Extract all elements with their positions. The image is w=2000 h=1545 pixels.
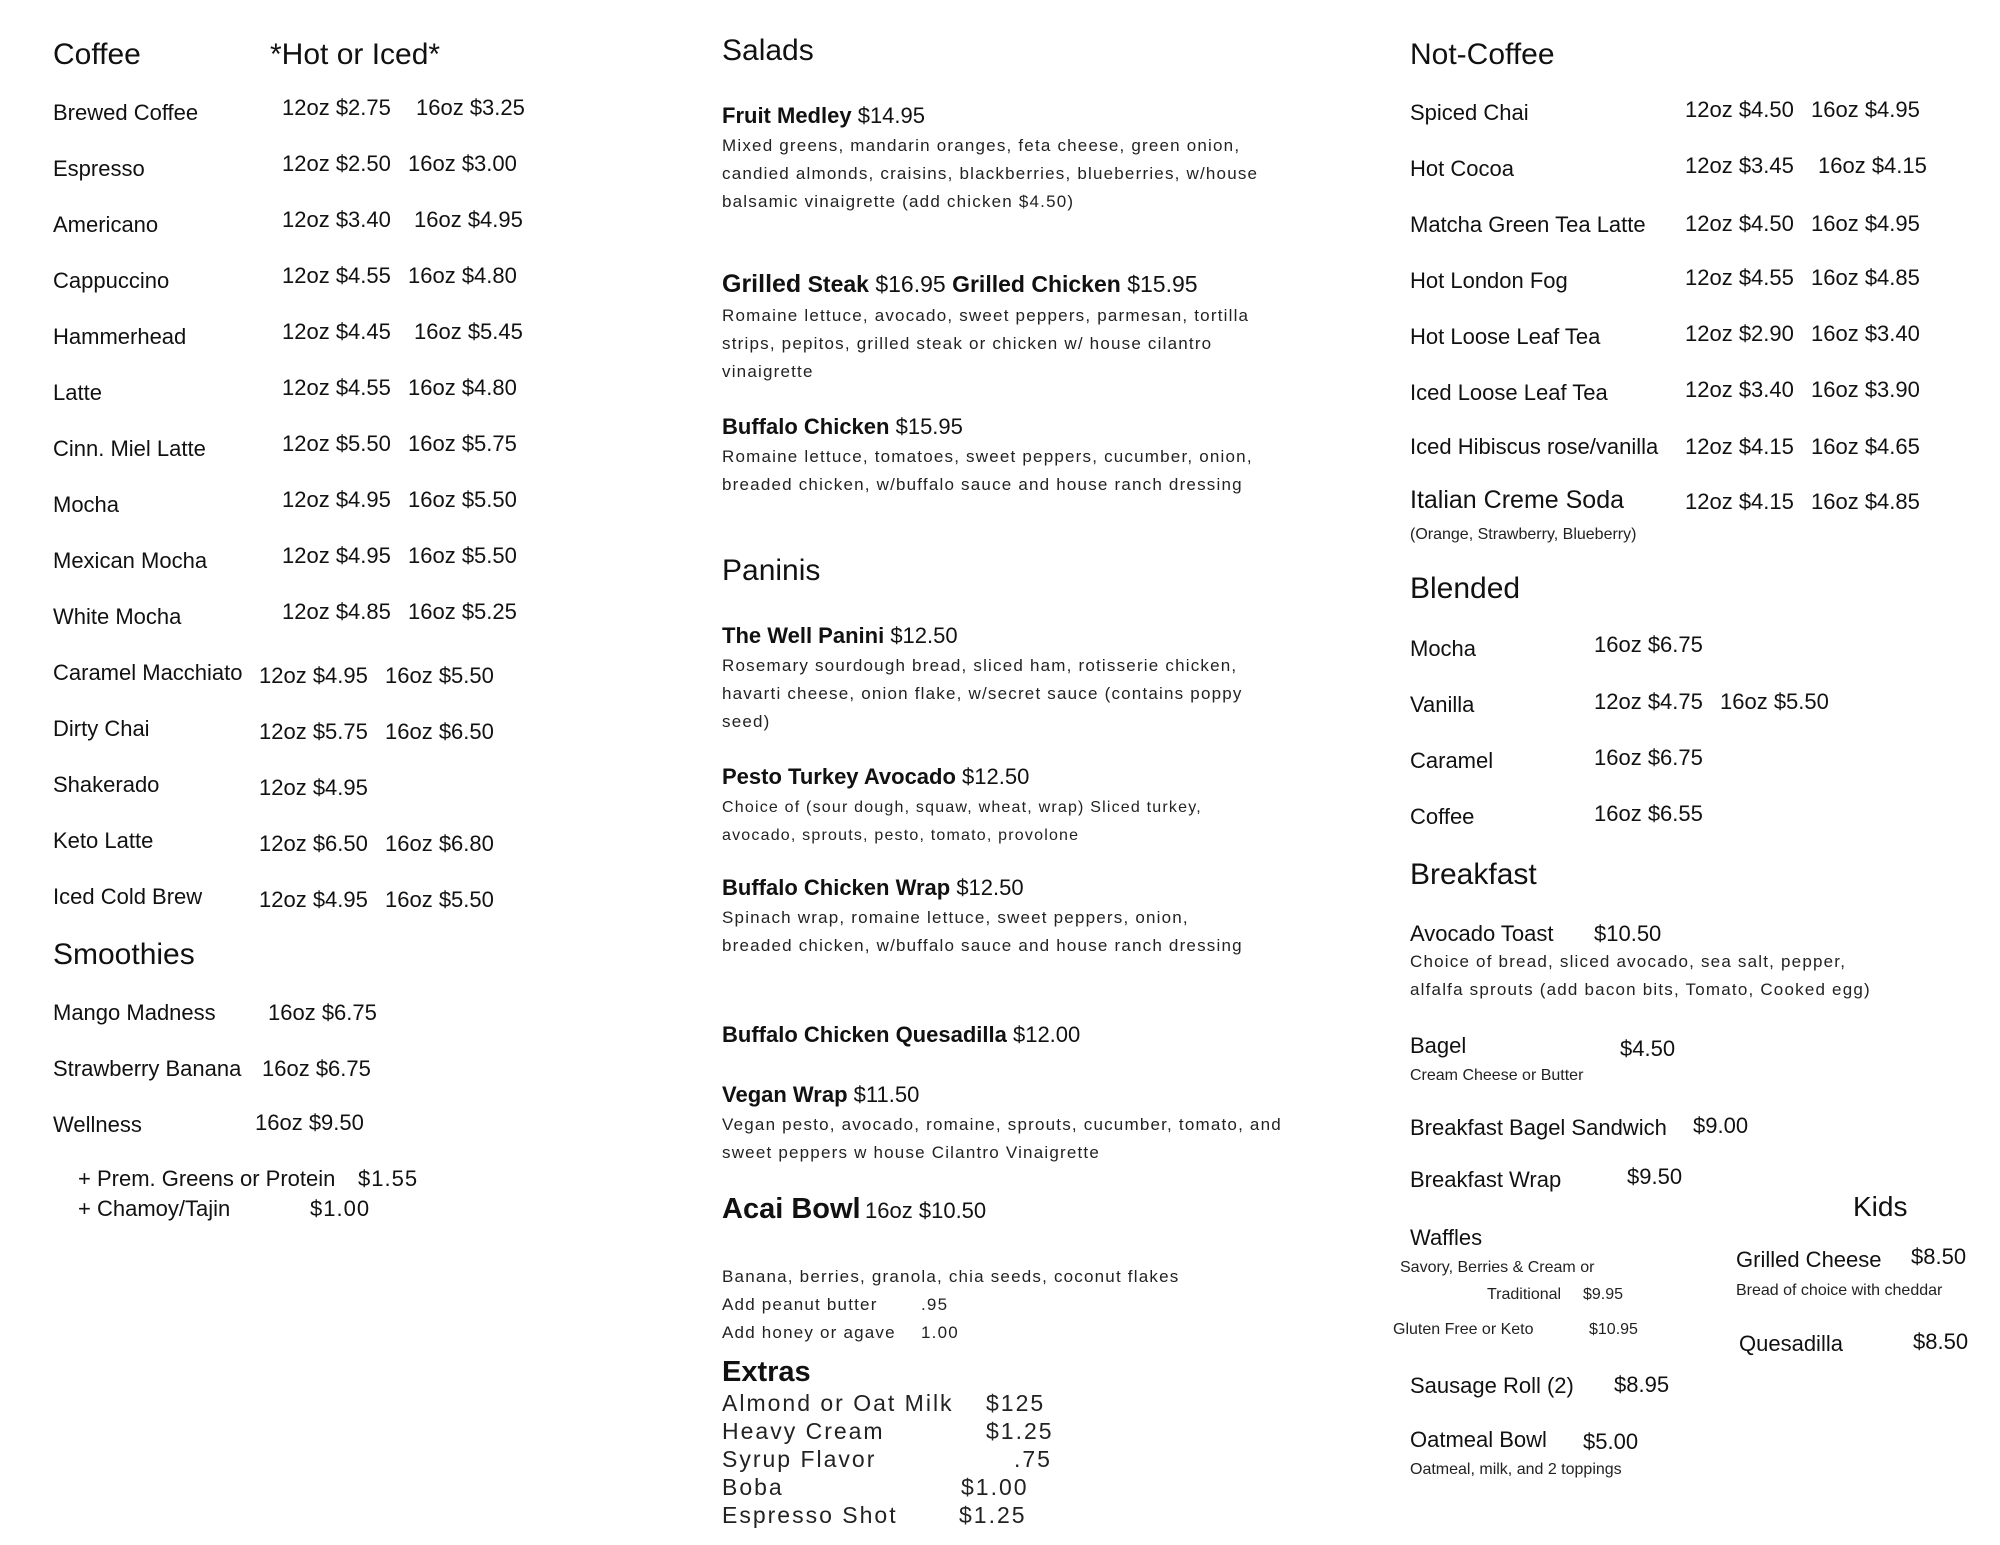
waffles-option-price: $9.95 bbox=[1583, 1286, 1624, 1303]
coffee-item-price-16: 16oz $5.45 bbox=[414, 319, 523, 344]
smoothies-heading: Smoothies bbox=[53, 938, 195, 971]
panini-item bbox=[722, 623, 958, 649]
coffee-item-price-12: 12oz $2.75 bbox=[282, 95, 391, 120]
breakfast-item-name: Sausage Roll (2) bbox=[1410, 1373, 1574, 1398]
coffee-item-name: Brewed Coffee bbox=[53, 100, 199, 125]
coffee-item-price-12: 12oz $2.50 bbox=[282, 151, 391, 176]
kids-heading: Kids bbox=[1853, 1191, 1908, 1222]
smoothie-item-name: Strawberry Banana bbox=[53, 1056, 242, 1081]
smoothie-item-price: 16oz $6.75 bbox=[262, 1056, 371, 1081]
not-coffee-item-price-12: 12oz $4.55 bbox=[1685, 265, 1794, 290]
not-coffee-item-price-16: 16oz $4.15 bbox=[1818, 153, 1927, 178]
not-coffee-item-price-16: 16oz $4.85 bbox=[1811, 265, 1920, 290]
grilled-chicken-price: $15.95 bbox=[1127, 271, 1198, 297]
not-coffee-item-name: Italian Creme Soda bbox=[1410, 486, 1625, 514]
coffee-item-price-16: 16oz $4.80 bbox=[408, 263, 517, 288]
not-coffee-item-name: Hot Cocoa bbox=[1410, 156, 1514, 181]
breakfast-item-price: $8.95 bbox=[1614, 1372, 1670, 1397]
not-coffee-item-price-16: 16oz $4.95 bbox=[1811, 211, 1920, 236]
coffee-item-name: Caramel Macchiato bbox=[53, 660, 243, 685]
extra-item-price: $1.00 bbox=[961, 1474, 1029, 1500]
acai-addon-name: Add peanut butter bbox=[722, 1295, 878, 1314]
breakfast-item-name: Bagel bbox=[1410, 1033, 1467, 1058]
coffee-item-price-16: 16oz $3.25 bbox=[416, 95, 525, 120]
acai-addon-price: 1.00 bbox=[921, 1323, 959, 1342]
breakfast-item-name: Breakfast Wrap bbox=[1410, 1167, 1562, 1192]
coffee-item-name: Latte bbox=[53, 380, 102, 405]
coffee-item-price-12: 12oz $4.95 bbox=[259, 775, 368, 800]
coffee-item-price-16: 16oz $5.50 bbox=[408, 543, 517, 568]
coffee-item-name: Americano bbox=[53, 212, 159, 237]
not-coffee-item-price-12: 12oz $3.40 bbox=[1685, 377, 1794, 402]
panini-item-desc: Choice of (sour dough, squaw, wheat, wrap) Sliced turkey, avocado, sprouts, pesto, tomato, provolone bbox=[722, 799, 1202, 844]
waffles-option: Traditional bbox=[1487, 1286, 1562, 1303]
coffee-item-price-16: 16oz $6.80 bbox=[385, 831, 494, 856]
panini-item bbox=[722, 1082, 919, 1108]
salad-item-price: $15.95 bbox=[895, 414, 963, 439]
coffee-item-price-12: 12oz $6.50 bbox=[259, 831, 368, 856]
blended-item-name: Mocha bbox=[1410, 636, 1477, 661]
coffee-item-price-12: 12oz $4.55 bbox=[282, 375, 391, 400]
blended-item-name: Vanilla bbox=[1410, 692, 1475, 717]
smoothie-item-name: Mango Madness bbox=[53, 1000, 216, 1025]
salad-item-price: $14.95 bbox=[857, 103, 925, 128]
breakfast-item-name: Oatmeal Bowl bbox=[1410, 1427, 1547, 1452]
not-coffee-heading: Not-Coffee bbox=[1410, 38, 1555, 71]
extra-item-name: Boba bbox=[722, 1474, 784, 1500]
not-coffee-item-price-12: 12oz $4.50 bbox=[1685, 97, 1794, 122]
coffee-item-price-12: 12oz $4.95 bbox=[282, 543, 391, 568]
breakfast-item-price: $10.50 bbox=[1594, 921, 1662, 946]
steak-price: $16.95 bbox=[875, 271, 946, 297]
breakfast-item-price: $9.00 bbox=[1693, 1113, 1749, 1138]
grilled-chicken-label: Grilled Chicken bbox=[952, 271, 1121, 297]
kids-item-name: Grilled Cheese bbox=[1736, 1247, 1882, 1272]
not-coffee-item-price-12: 12oz $4.15 bbox=[1685, 489, 1794, 514]
breakfast-item-price: $9.50 bbox=[1627, 1164, 1683, 1189]
not-coffee-item-name: Spiced Chai bbox=[1410, 100, 1529, 125]
kids-item-name: Quesadilla bbox=[1739, 1331, 1843, 1356]
blended-item-price: 16oz $6.75 bbox=[1594, 632, 1703, 657]
extra-item-name: Espresso Shot bbox=[722, 1502, 898, 1528]
panini-item bbox=[722, 875, 1024, 901]
extras-heading: Extras bbox=[722, 1356, 811, 1388]
coffee-item-price-16: 16oz $4.95 bbox=[414, 207, 523, 232]
smoothie-addon-price: $1.00 bbox=[310, 1196, 371, 1221]
salad-item bbox=[722, 414, 963, 440]
breakfast-item-price: $4.50 bbox=[1620, 1036, 1676, 1061]
salad-item-name: Fruit Medley bbox=[722, 103, 852, 128]
acai-addon-name: Add honey or agave bbox=[722, 1323, 896, 1342]
kids-item-price: $8.50 bbox=[1913, 1329, 1969, 1354]
not-coffee-item-price-12: 12oz $2.90 bbox=[1685, 321, 1794, 346]
panini-item-name: The Well Panini bbox=[722, 623, 885, 648]
not-coffee-item-name: Iced Hibiscus rose/vanilla bbox=[1410, 434, 1659, 459]
grilled-cheese-note: Bread of choice with cheddar bbox=[1736, 1282, 1943, 1299]
salad-item-name: Buffalo Chicken bbox=[722, 414, 890, 439]
coffee-item-price-12: 12oz $5.75 bbox=[259, 719, 368, 744]
acai-bowl-desc: Banana, berries, granola, chia seeds, coconut flakes bbox=[722, 1267, 1180, 1286]
coffee-item-name: Iced Cold Brew bbox=[53, 884, 203, 909]
panini-item-name: Pesto Turkey Avocado bbox=[722, 764, 956, 789]
breakfast-item-name: Avocado Toast bbox=[1410, 921, 1554, 946]
coffee-item-price-16: 16oz $5.50 bbox=[385, 663, 494, 688]
coffee-item-name: Cinn. Miel Latte bbox=[53, 436, 206, 461]
acai-bowl-item bbox=[722, 1193, 986, 1226]
not-coffee-item-price-16: 16oz $3.90 bbox=[1811, 377, 1920, 402]
coffee-item-price-16: 16oz $5.75 bbox=[408, 431, 517, 456]
grilled-salad-desc: Romaine lettuce, avocado, sweet peppers, parmesan, tortilla strips, pepitos, grilled steak or chicken w/ house cilantro vinaigrette bbox=[722, 306, 1250, 381]
smoothie-addon-name: + Chamoy/Tajin bbox=[78, 1196, 231, 1221]
not-coffee-item-name: Hot Loose Leaf Tea bbox=[1410, 324, 1601, 349]
panini-item-price: $11.50 bbox=[853, 1082, 920, 1107]
coffee-item-price-12: 12oz $4.95 bbox=[282, 487, 391, 512]
coffee-item-price-16: 16oz $4.80 bbox=[408, 375, 517, 400]
coffee-item-name: Mocha bbox=[53, 492, 120, 517]
coffee-item-price-12: 12oz $3.40 bbox=[282, 207, 391, 232]
smoothie-addon-price: $1.55 bbox=[358, 1166, 419, 1191]
coffee-item-price-12: 12oz $4.95 bbox=[259, 663, 368, 688]
not-coffee-item-price-16: 16oz $4.95 bbox=[1811, 97, 1920, 122]
coffee-item-price-12: 12oz $4.45 bbox=[282, 319, 391, 344]
not-coffee-item-name: Iced Loose Leaf Tea bbox=[1410, 380, 1608, 405]
extra-item-price: $125 bbox=[986, 1390, 1046, 1416]
breakfast-item-name: Waffles bbox=[1410, 1225, 1483, 1250]
panini-item-price: $12.00 bbox=[1012, 1022, 1081, 1047]
smoothie-item-price: 16oz $9.50 bbox=[255, 1110, 364, 1135]
smoothie-item-name: Wellness bbox=[53, 1112, 142, 1137]
coffee-heading: Coffee bbox=[53, 38, 141, 71]
coffee-item-price-16: 16oz $3.00 bbox=[408, 151, 517, 176]
salad-item bbox=[722, 103, 925, 129]
oatmeal-note: Oatmeal, milk, and 2 toppings bbox=[1410, 1461, 1622, 1478]
panini-item-desc: Spinach wrap, romaine lettuce, sweet peppers, onion, breaded chicken, w/buffalo sauce and house ranch dressing bbox=[722, 908, 1243, 955]
smoothie-addon-name: + Prem. Greens or Protein bbox=[78, 1166, 336, 1191]
extra-item-price: $1.25 bbox=[986, 1418, 1054, 1444]
blended-item-price: 12oz $4.75 bbox=[1594, 689, 1703, 714]
coffee-item-name: Hammerhead bbox=[53, 324, 187, 349]
coffee-item-name: Keto Latte bbox=[53, 828, 154, 853]
blended-item-price-16: 16oz $5.50 bbox=[1720, 689, 1829, 714]
coffee-item-name: Dirty Chai bbox=[53, 716, 150, 741]
coffee-item-price-16: 16oz $5.50 bbox=[408, 487, 517, 512]
hot-or-iced-note: *Hot or Iced* bbox=[270, 38, 441, 71]
panini-item-price: $12.50 bbox=[890, 623, 958, 648]
blended-heading: Blended bbox=[1410, 572, 1521, 605]
breakfast-item-name: Breakfast Bagel Sandwich bbox=[1410, 1115, 1667, 1140]
acai-addon-price: .95 bbox=[921, 1295, 949, 1314]
coffee-item-name: Cappuccino bbox=[53, 268, 170, 293]
coffee-item-price-12: 12oz $4.85 bbox=[282, 599, 391, 624]
avocado-toast-desc: Choice of bread, sliced avocado, sea salt, pepper, alfalfa sprouts (add bacon bits, Tomato, Cooked egg) bbox=[1410, 952, 1871, 999]
paninis-heading: Paninis bbox=[722, 554, 821, 587]
panini-item-desc: Rosemary sourdough bread, sliced ham, rotisserie chicken, havarti cheese, onion flake, w/secret sauce (contains poppy seed) bbox=[722, 656, 1243, 731]
extra-item-name: Heavy Cream bbox=[722, 1418, 885, 1444]
steak-label: Steak bbox=[807, 271, 869, 297]
not-coffee-item-name: Hot London Fog bbox=[1410, 268, 1568, 293]
kids-item-price: $8.50 bbox=[1911, 1244, 1967, 1269]
grilled-salad-item bbox=[722, 270, 1198, 299]
coffee-item-name: White Mocha bbox=[53, 604, 182, 629]
coffee-item-name: Espresso bbox=[53, 156, 145, 181]
not-coffee-item-name: Matcha Green Tea Latte bbox=[1410, 212, 1646, 237]
not-coffee-item-price-12: 12oz $3.45 bbox=[1685, 153, 1794, 178]
coffee-item-price-12: 12oz $5.50 bbox=[282, 431, 391, 456]
coffee-item-price-16: 16oz $5.50 bbox=[385, 887, 494, 912]
smoothie-item-price: 16oz $6.75 bbox=[268, 1000, 377, 1025]
waffles-option: Gluten Free or Keto bbox=[1393, 1321, 1534, 1338]
grilled-label: Grilled bbox=[722, 270, 802, 298]
coffee-item-name: Shakerado bbox=[53, 772, 160, 797]
not-coffee-item-price-16: 16oz $4.85 bbox=[1811, 489, 1920, 514]
acai-bowl-name: Acai Bowl bbox=[722, 1193, 861, 1225]
bagel-note: Cream Cheese or Butter bbox=[1410, 1067, 1584, 1084]
extra-item-name: Almond or Oat Milk bbox=[722, 1390, 954, 1416]
acai-bowl-price: 16oz $10.50 bbox=[865, 1198, 987, 1223]
panini-item-desc: Vegan pesto, avocado, romaine, sprouts, cucumber, tomato, and sweet peppers w house Cilantro Vinaigrette bbox=[722, 1115, 1282, 1162]
blended-item-name: Caramel bbox=[1410, 748, 1494, 773]
breakfast-heading: Breakfast bbox=[1410, 858, 1537, 891]
not-coffee-item-price-12: 12oz $4.50 bbox=[1685, 211, 1794, 236]
extra-item-name: Syrup Flavor bbox=[722, 1446, 877, 1472]
extra-item-price: $1.25 bbox=[959, 1502, 1027, 1528]
not-coffee-item-price-12: 12oz $4.15 bbox=[1685, 434, 1794, 459]
coffee-item-price-12: 12oz $4.55 bbox=[282, 263, 391, 288]
not-coffee-item-price-16: 16oz $3.40 bbox=[1811, 321, 1920, 346]
coffee-item-price-12: 12oz $4.95 bbox=[259, 887, 368, 912]
breakfast-item-price: $5.00 bbox=[1583, 1429, 1639, 1454]
panini-item-price: $12.50 bbox=[956, 875, 1024, 900]
panini-item-name: Vegan Wrap bbox=[722, 1082, 848, 1107]
panini-item bbox=[722, 1022, 1080, 1048]
waffles-option-price: $10.95 bbox=[1589, 1321, 1638, 1338]
blended-item-price: 16oz $6.75 bbox=[1594, 745, 1703, 770]
salad-item-desc: Mixed greens, mandarin oranges, feta cheese, green onion, candied almonds, craisins, blackberries, blueberries, w/house balsamic vinaigrette (add chicken $4.50) bbox=[722, 136, 1259, 211]
salads-heading: Salads bbox=[722, 34, 814, 67]
not-coffee-item-price-16: 16oz $4.65 bbox=[1811, 434, 1920, 459]
salad-item-desc: Romaine lettuce, tomatoes, sweet peppers, cucumber, onion, breaded chicken, w/buffalo sauce and house ranch dressing bbox=[722, 447, 1253, 494]
panini-item-name: Buffalo Chicken Wrap bbox=[722, 875, 951, 900]
italian-soda-flavors: (Orange, Strawberry, Blueberry) bbox=[1410, 526, 1637, 543]
coffee-item-price-16: 16oz $6.50 bbox=[385, 719, 494, 744]
extra-item-price: .75 bbox=[1014, 1446, 1052, 1472]
panini-item-price: $12.50 bbox=[962, 764, 1030, 789]
coffee-item-name: Mexican Mocha bbox=[53, 548, 208, 573]
panini-item bbox=[722, 764, 1029, 790]
waffles-option: Savory, Berries & Cream or bbox=[1400, 1259, 1595, 1276]
blended-item-name: Coffee bbox=[1410, 804, 1475, 829]
coffee-item-price-16: 16oz $5.25 bbox=[408, 599, 517, 624]
panini-item-name: Buffalo Chicken Quesadilla bbox=[722, 1022, 1007, 1047]
blended-item-price: 16oz $6.55 bbox=[1594, 801, 1703, 826]
